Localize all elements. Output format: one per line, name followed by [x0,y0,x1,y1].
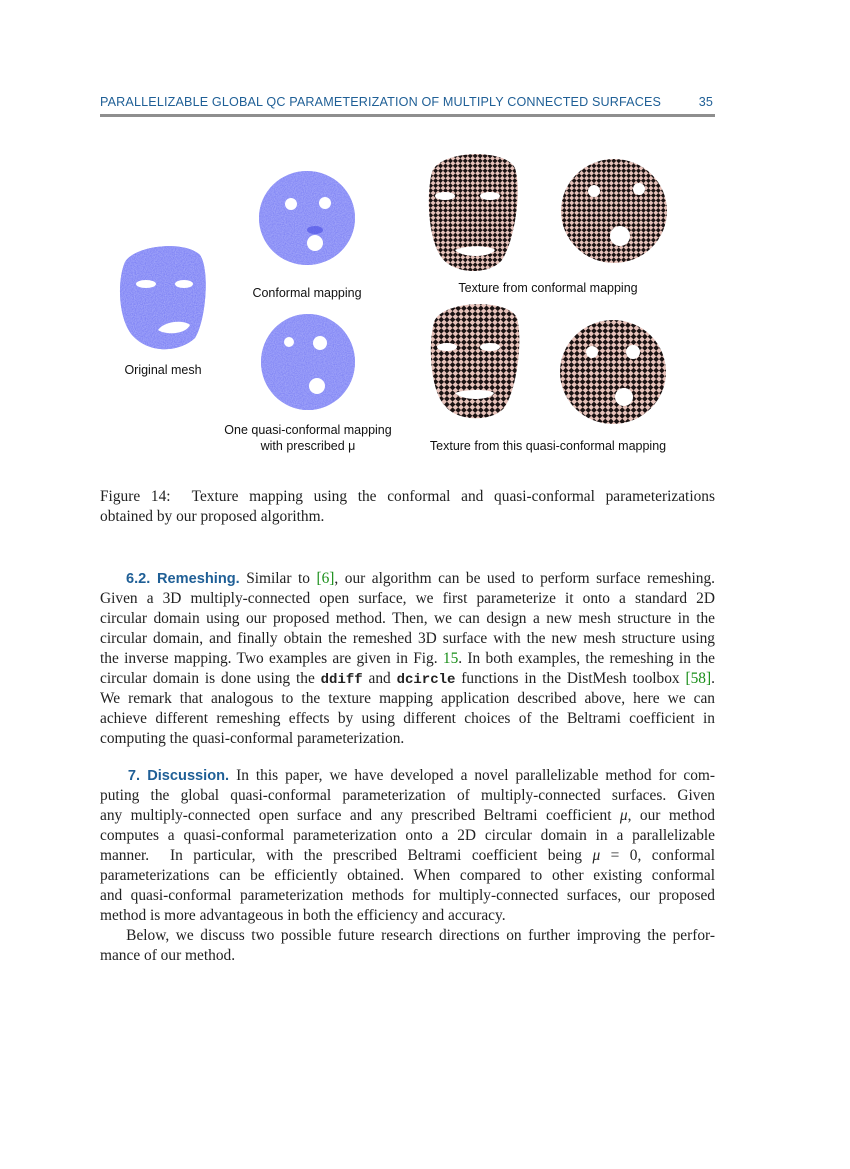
code-text: ddiff [320,672,363,688]
text-segment: Below, we discuss two possible future research directions on further improving the perfor- [100,927,715,944]
label-texture-qc: Texture from this quasi-conformal mapping [429,439,667,453]
text-segment: μ [592,847,601,864]
text-line [100,569,715,589]
page-number: 35 [698,95,713,109]
text-segment: . [711,670,715,687]
text-segment: parameterizations can be efficiently obtained. When compared to other existing conformal [100,867,715,884]
text-line [100,866,715,886]
text-line [100,487,715,507]
text-line [100,609,715,629]
text-segment: the inverse mapping. Two examples are given in Fig. [100,650,443,667]
text-segment: obtained by our proposed algorithm. [100,508,325,525]
text-segment: We remark that analogous to the texture mapping application described above, here we can [100,690,715,707]
text-line [100,669,715,689]
text-line [100,886,715,906]
text-segment: , our method [627,807,715,824]
text-segment: circular domain is done using the [100,670,321,687]
citation-link[interactable]: 15 [442,650,459,667]
label-conformal-mapping: Conformal mapping [252,286,362,300]
citation-link[interactable]: [58] [685,670,712,687]
text-line [100,629,715,649]
label-qc-mapping-line1: One quasi-conformal mapping [224,423,392,437]
section-remeshing [100,569,715,749]
label-qc-mapping-line2: with prescribed μ [260,439,356,453]
text-segment: puting the global quasi-conformal parameterization of multiply-connected surfaces. Given [100,787,715,804]
text-line [100,846,715,866]
text-segment: = 0, conformal [600,847,715,864]
text-segment: any multiply-connected open surface and any prescribed Beltrami coefficient [100,807,620,824]
section-discussion [100,766,715,966]
texture-conformal-face-image [429,154,518,271]
text-segment [100,767,128,784]
figure-caption [100,487,715,527]
text-segment: functions in the DistMesh toolbox [455,670,686,687]
text-line [100,926,715,946]
text-line [100,709,715,729]
text-line [100,589,715,609]
code-text: dcircle [396,672,456,688]
text-line [100,649,715,669]
quasi-conformal-mapping-image [261,314,355,410]
text-segment: manner. In particular, with the prescribed Beltrami coefficient being [100,847,593,864]
text-segment: method is more advantageous in both the efficiency and accuracy. [100,907,506,924]
original-mesh-image [120,246,206,349]
text-segment: circular domain using our proposed method. Then, we can design a new mesh structure in the [100,610,715,627]
citation-link[interactable]: [6] [316,570,335,587]
text-segment: μ [619,807,628,824]
text-line [100,786,715,806]
text-line [100,946,715,966]
text-segment: and quasi-conformal parameterization methods for multiply-connected surfaces, our proposed [100,887,715,904]
figure-14 [0,0,850,470]
text-segment: and [362,670,397,687]
section-heading: 6.2. Remeshing. [125,571,240,587]
text-line [100,507,715,527]
texture-qc-disk-image [560,320,666,424]
text-line [100,806,715,826]
text-segment: computes a quasi-conformal parameterization onto a 2D circular domain in a parallelizable [100,827,715,844]
text-line [100,906,715,926]
text-line [100,826,715,846]
text-segment [100,570,126,587]
text-segment: Similar to [239,570,317,587]
label-original-mesh: Original mesh [124,363,202,377]
text-segment: mance of our method. [100,947,236,964]
text-segment: circular domain, and finally obtain the remeshed 3D surface with the new mesh structure using [100,630,715,647]
text-segment: . In both examples, the remeshing in the [458,650,715,667]
text-line [100,729,715,749]
section-heading: 7. Discussion. [127,768,230,784]
text-segment: Given a 3D multiply-connected open surface, we first parameterize it onto a standard 2D [100,590,715,607]
text-segment: , our algorithm can be used to perform surface remeshing. [334,570,716,587]
label-texture-conformal: Texture from conformal mapping [458,281,638,295]
running-title: PARALLELIZABLE GLOBAL QC PARAMETERIZATION OF MULTIPLY CONNECTED SURFACES [100,95,662,109]
texture-qc-face-image [431,304,519,418]
text-segment: Figure 14: Texture mapping using the conformal and quasi-conformal parameterizations [100,488,715,505]
text-line [100,766,715,786]
conformal-mapping-image [259,171,355,265]
text-segment: In this paper, we have developed a novel parallelizable method for com- [229,767,716,784]
texture-conformal-disk-image [561,159,667,263]
text-segment: computing the quasi-conformal parameterization. [100,730,405,747]
text-line [100,689,715,709]
text-segment: achieve different remeshing effects by using different choices of the Beltrami coefficient in [100,710,715,727]
